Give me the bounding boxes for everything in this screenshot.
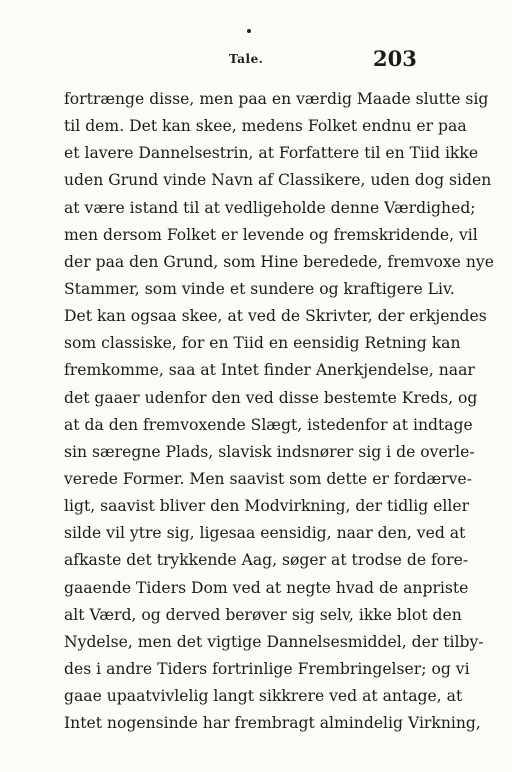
page-number: 203 <box>373 46 417 71</box>
body-text <box>64 86 494 737</box>
text-line: fremkomme, saa at Intet finder Anerkjendelse, naar <box>64 361 475 380</box>
text-line: at være istand til at vedligeholde denne Værdighed; <box>64 198 476 217</box>
text-line: Det kan ogsaa skee, at ved de Skrivter, der erkjendes <box>64 307 487 326</box>
text-line: sin særegne Plads, slavisk indsnører sig i de overle- <box>64 442 475 461</box>
text-line: Stammer, som vinde et sundere og kraftigere Liv. <box>64 279 455 298</box>
text-line: fortrænge disse, men paa en værdig Maade slutte sig <box>64 90 489 108</box>
text-line: Nydelse, men det vigtige Dannelsesmiddel, der tilby- <box>64 632 484 651</box>
text-line: ligt, saavist bliver den Modvirkning, der tidlig eller <box>64 497 470 516</box>
text-line: uden Grund vinde Navn af Classikere, uden dog siden <box>64 171 492 190</box>
text-line: det gaaer udenfor den ved disse bestemte Kreds, og <box>64 388 478 407</box>
text-line: til dem. Det kan skee, medens Folket endnu er paa <box>64 117 467 136</box>
text-line: men dersom Folket er levende og fremskridende, vil <box>64 225 478 244</box>
text-line: gaae upaatvivlelig langt sikkrere ved at antage, at <box>64 687 463 706</box>
ink-speck <box>247 29 251 33</box>
text-line: et lavere Dannelsestrin, at Forfattere til en Tiid ikke <box>64 144 479 163</box>
text-line: at da den fremvoxende Slægt, istedenfor at indtage <box>64 415 473 434</box>
text-line: der paa den Grund, som Hine beredede, fremvoxe nye <box>64 252 494 271</box>
text-line: verede Former. Men saavist som dette er fordærve- <box>64 469 472 488</box>
text-line: gaaende Tiders Dom ved at negte hvad de anpriste <box>64 578 469 597</box>
text-line: alt Værd, og derved berøver sig selv, ikke blot den <box>64 605 462 624</box>
text-line: silde vil ytre sig, ligesaa eensidig, naar den, ved at <box>64 524 466 543</box>
text-line: des i andre Tiders fortrinlige Frembringelser; og vi <box>64 659 470 678</box>
text-line: afkaste det trykkende Aag, søger at trodse de fore- <box>64 551 469 570</box>
text-line: Intet nogensinde har frembragt almindelig Virkning, <box>64 714 481 733</box>
running-title: Tale. <box>229 52 264 66</box>
page-header <box>0 46 512 74</box>
text-line: som classiske, for en Tiid en eensidig Retning kan <box>64 334 461 353</box>
